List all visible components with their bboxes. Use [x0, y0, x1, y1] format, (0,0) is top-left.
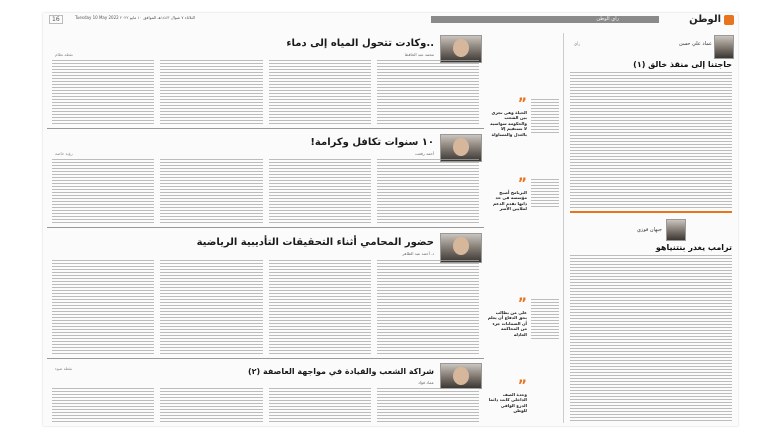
- opinion-article-1: [566, 31, 736, 226]
- column-tag: رؤية خاصة: [55, 151, 73, 156]
- article-2: [47, 131, 484, 228]
- article-body: [570, 72, 732, 208]
- newspaper-logo: [666, 14, 734, 27]
- article-headline: شراكة الشعب والقيادة في مواجهة العاصفة (٢): [248, 367, 434, 376]
- quote-mark-icon: ”: [517, 96, 527, 112]
- column-tag: رأي: [574, 41, 581, 46]
- article-byline: عماد علي حسن: [679, 41, 712, 47]
- masthead: [43, 13, 738, 29]
- author-photo: [440, 233, 482, 263]
- pull-quote: [487, 378, 527, 414]
- sidebar-text: [531, 299, 559, 339]
- article-byline: محمد عبد الحافظ: [404, 52, 434, 57]
- pull-quote-text: على من يطالب بحق الدفاع أن يعلم أن الضمانات جزء من المحاكمة العادلة: [487, 310, 527, 337]
- article-headline: ترامب يغدر بنتنياهو: [655, 243, 732, 252]
- pull-quote: [487, 296, 527, 337]
- author-photo: [440, 134, 482, 162]
- main-articles-column: [47, 31, 484, 425]
- article-byline: جيهان فوزي: [637, 227, 662, 233]
- article-headline: حاجتنا إلى منقذ خالق (١): [633, 60, 732, 69]
- quote-mark-icon: ”: [517, 176, 527, 192]
- pull-quote: [487, 96, 527, 137]
- opinion-article-2: [566, 219, 736, 425]
- section-label: رأي الوطن: [596, 16, 619, 22]
- page-number: 16: [49, 15, 63, 24]
- article-headline: ١٠ سنوات تكافل وكرامة!: [310, 137, 434, 148]
- issue-date: الثلاثاء ٧ شوال ١٤٤٣هـ الموافق ١٠ مايو ٢٠٢٢ Tuesday 10 May 2022: [75, 15, 195, 20]
- article-body: [52, 60, 479, 124]
- column-tag: نقطة ضوء: [55, 366, 73, 371]
- article-byline: أحمد رفعت: [415, 151, 434, 156]
- quote-mark-icon: ”: [517, 378, 527, 394]
- article-body: [52, 260, 479, 354]
- article-byline: د. أحمد عبد الظاهر: [402, 251, 434, 256]
- pull-quote-text: البرنامج أصبح مؤسسة في حد ذاتها تقدم الدعم لملايين الأسر: [492, 190, 527, 212]
- article-1: [47, 31, 484, 129]
- author-photo: [666, 219, 686, 241]
- logo-mark-icon: [724, 15, 734, 25]
- article-body: [570, 255, 732, 423]
- author-photo: [440, 35, 482, 63]
- pull-quote-text: الحياة وهي تجري بين الشعب والحكومة سواسية لا تستقيم إلا بالعدل والمساواة: [490, 110, 527, 137]
- sidebar-text: [531, 99, 559, 135]
- logo-text: الوطن: [689, 14, 721, 25]
- right-opinion-column: [566, 31, 736, 425]
- author-photo: [714, 35, 734, 59]
- article-4: [47, 361, 484, 424]
- pull-quote: [487, 176, 527, 212]
- section-bar: [431, 16, 659, 23]
- author-photo: [440, 363, 482, 389]
- article-3: [47, 230, 484, 359]
- article-headline: ..وكادت تتحول المياه إلى دماء: [286, 38, 434, 49]
- column-tag: نقطة نظام: [55, 52, 73, 57]
- sidebar-text: [531, 179, 559, 209]
- newspaper-page: [43, 13, 738, 426]
- pull-quote-text: وحدة الصف الداخلي كانت دائما الدرع الواقي للوطن: [488, 392, 527, 414]
- article-body: [52, 159, 479, 223]
- article-byline: عماد فؤاد: [418, 380, 434, 385]
- quote-mark-icon: ”: [517, 296, 527, 312]
- pull-quote-column: [487, 31, 562, 425]
- separator-line: [570, 211, 732, 213]
- column-divider: [563, 33, 564, 423]
- article-body: [52, 388, 479, 422]
- article-headline: حضور المحامي أثناء التحقيقات التأديبية الرياضية: [196, 237, 434, 248]
